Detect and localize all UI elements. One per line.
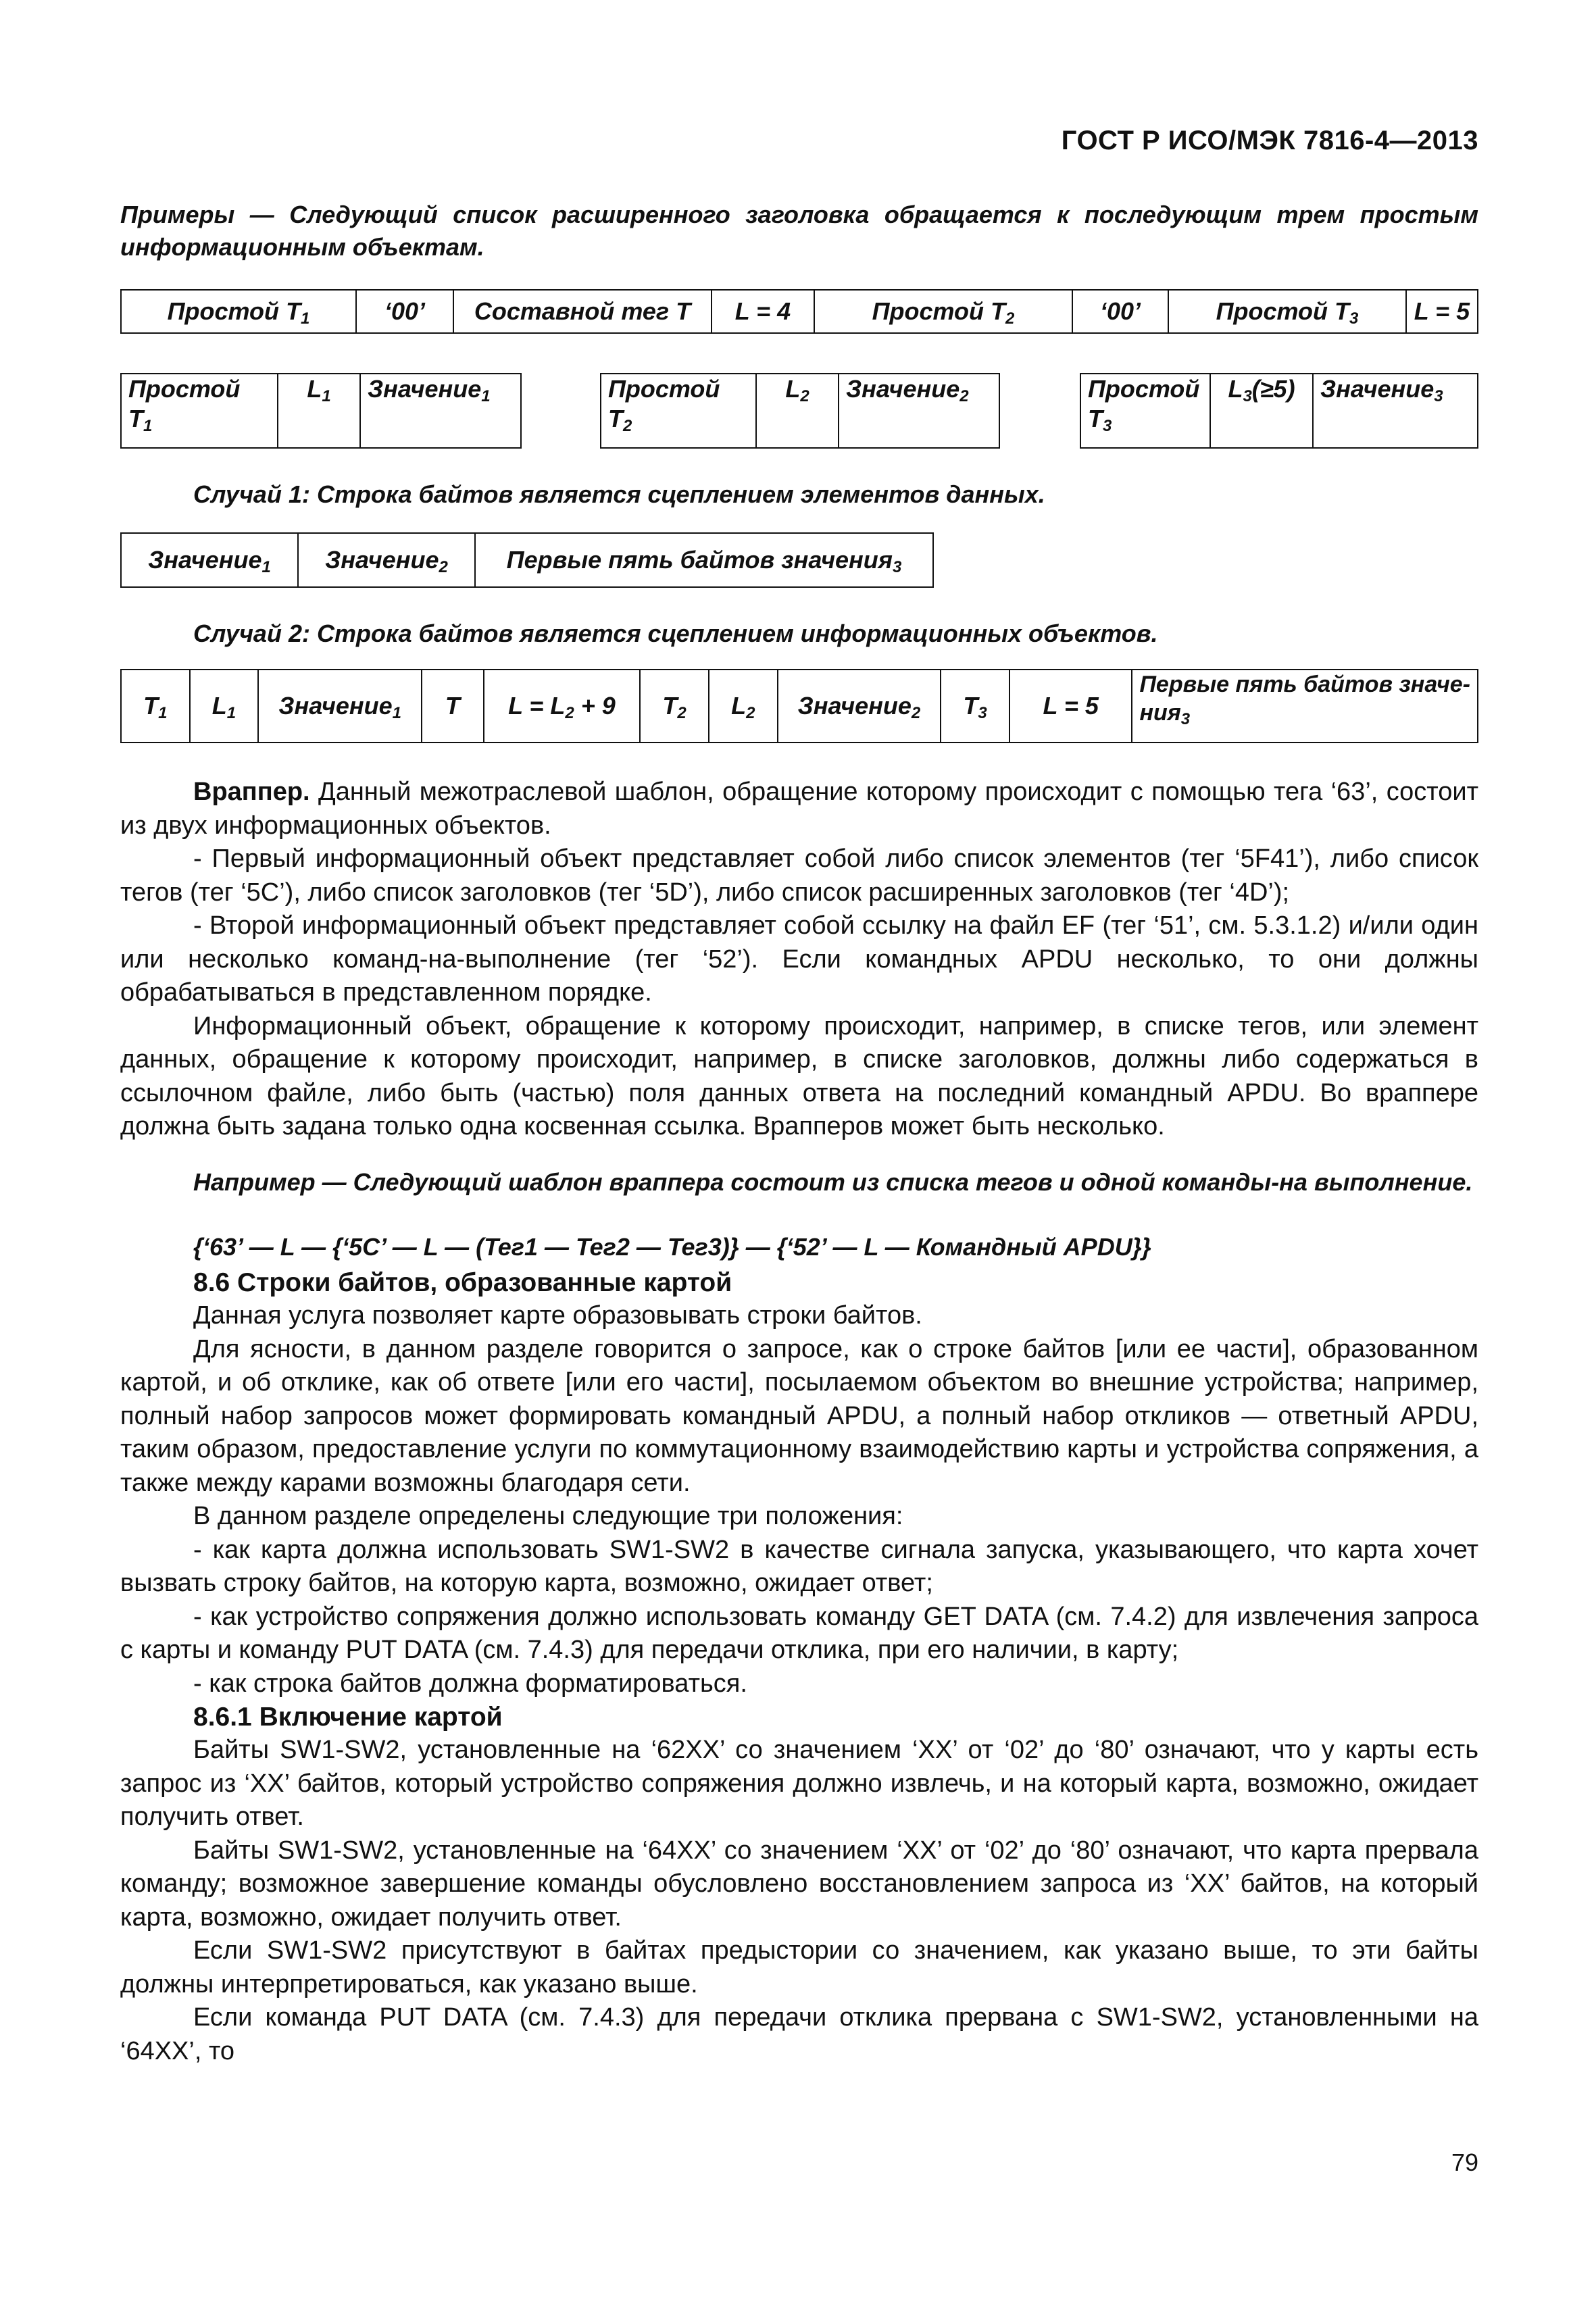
paragraph: - как строка байтов должна форматироваться. (193, 1669, 747, 1698)
paragraph: Если SW1-SW2 присутствуют в байтах предыстории со значением, как указано выше, то эти байты должны интерпретироваться, как указано выше. (120, 1936, 1478, 1998)
table-cell: Значение$_1$ (258, 670, 422, 743)
table-cell: $L_1$ (190, 670, 259, 743)
simple-object-table-2 (600, 373, 1000, 449)
section-8-6 (120, 1266, 1478, 2068)
table-cell: L = 4 (712, 290, 814, 333)
table-cell: $L_2$ (709, 670, 778, 743)
wrapper-section (120, 776, 1478, 1144)
page-number: 79 (1451, 2148, 1478, 2176)
table-cell: $L_1$ (278, 374, 360, 448)
case1-caption: Случай 1: Строка байтов является сцеплением элементов данных. (193, 480, 1045, 508)
table-cell: $L_3(\ge 5)$ (1210, 374, 1313, 448)
paragraph: - как карта должна использовать SW1-SW2 в качестве сигнала запуска, указывающего, что карта хочет вызвать строку байтов, на которую карта, возможно, ожидает ответ; (120, 1535, 1478, 1597)
table-cell: $T_1$ (121, 670, 190, 743)
paragraph: - как устройство сопряжения должно использовать команду GET DATA (см. 7.4.2) для извлечения запроса с карты и команду PUT DATA (см. 7.4.3) для передачи отклика, при его наличии, в карту; (120, 1602, 1478, 1664)
paragraph: В данном разделе определены следующие три положения: (193, 1502, 903, 1530)
wrapper-example: Например — Следующий шаблон враппера состоит из списка тегов и одной команды-на выполнение. (193, 1168, 1473, 1196)
table-cell: Простой $T_2$ (814, 290, 1072, 333)
table-row (1080, 374, 1478, 448)
extended-header-table (120, 289, 1478, 334)
table-cell: $T_2$ (640, 670, 709, 743)
table-cell: ‘00’ (1072, 290, 1168, 333)
table-cell: Значение$_1$ (360, 374, 521, 448)
table-cell: T (422, 670, 484, 743)
case2-table (120, 669, 1478, 743)
table-cell: Простой $T_2$ (601, 374, 756, 448)
wrapper-paragraph: - Первый информационный объект представляет собой либо список элементов (тег ‘5F41’), либо список тегов (тег ‘5C’), либо список заголовков (тег ‘5D’), либо список расширенных заголовков (тег ‘4D’); (120, 845, 1478, 907)
document-page (120, 0, 1478, 2314)
table-row (121, 374, 521, 448)
table-cell: Простой $T_1$ (121, 290, 356, 333)
table-cell: Значение$_3$ (1313, 374, 1478, 448)
table-cell: Первые пять байтов значе- ния$_3$ (1132, 670, 1478, 743)
table-row (601, 374, 999, 448)
paragraph: Данная услуга позволяет карте образовывать строки байтов. (193, 1301, 922, 1330)
wrapper-example-code: {‘63’ — L — {‘5C’ — L — (Тег1 — Тег2 — Тег3)} — {‘52’ — L — Командный APDU}} (193, 1233, 1151, 1261)
case2-caption: Случай 2: Строка байтов является сцеплением информационных объектов. (193, 620, 1158, 647)
table-cell: Значение$_2$ (298, 533, 475, 587)
paragraph: Если команда PUT DATA (см. 7.4.3) для передачи отклика прервана с SW1-SW2, установленными на ‘64XX’, то (120, 2003, 1478, 2065)
table-cell: Значение$_2$ (839, 374, 999, 448)
table-cell: Значение$_2$ (778, 670, 941, 743)
wrapper-paragraph: - Второй информационный объект представляет собой ссылку на файл EF (тег ‘51’, см. 5.3.1.2) и/или один или несколько команд-на-выполнение (тег ‘52’). Если командных APDU несколько, то они должны обрабатываться в представленном порядке. (120, 911, 1478, 1007)
wrapper-paragraph: Враппер. Данный межотраслевой шаблон, обращение которому происходит с помощью тега ‘63’, состоит из двух информационных объектов. (120, 778, 1478, 840)
table-row (121, 290, 1478, 333)
table-cell: Простой $T_1$ (121, 374, 278, 448)
paragraph: Байты SW1-SW2, установленные на ‘62XX’ со значением ‘XX’ от ‘02’ до ‘80’ означают, что у карты есть запрос из ‘XX’ байтов, который устройство сопряжения должно извлечь, и на который карта, возможно, ожидает получить ответ. (120, 1736, 1478, 1831)
table-cell: $T_3$ (941, 670, 1009, 743)
subsection-title: 8.6.1 Включение картой (193, 1703, 503, 1732)
section-title: 8.6 Строки байтов, образованные картой (193, 1268, 732, 1297)
simple-object-table-1 (120, 373, 522, 449)
table-cell: ‘00’ (356, 290, 453, 333)
paragraph: Байты SW1-SW2, установленные на ‘64XX’ со значением ‘XX’ от ‘02’ до ‘80’ означают, что карта прервала команду; возможное завершение команды обусловлено восстановлением запроса из ‘XX’ байтов, на который карта, возможно, ожидает получить ответ. (120, 1836, 1478, 1932)
table-row (121, 533, 933, 587)
table-cell: Значение$_1$ (121, 533, 298, 587)
wrapper-paragraph: Информационный объект, обращение к которому происходит, например, в списке тегов, или элемент данных, обращение к которому происходит, например, в списке заголовков, должны либо содержаться в ссылочном файле, либо быть (частью) поля данных ответа на последний командный APDU. Во враппере должна быть задана только одна косвенная ссылка. Врапперов может быть несколько. (120, 1011, 1478, 1140)
case1-table (120, 532, 934, 588)
table-cell: L = 5 (1406, 290, 1478, 333)
table-cell: $L = L_2 + 9$ (484, 670, 641, 743)
table-cell: Простой $T_3$ (1168, 290, 1406, 333)
table-row (121, 670, 1478, 743)
table-cell: Простой $T_3$ (1080, 374, 1210, 448)
example-intro: Примеры — Следующий список расширенного заголовка обращается к последующим трем простым информационным объектам. (120, 201, 1478, 261)
table-cell: L = 5 (1009, 670, 1132, 743)
table-cell: Первые пять байтов значения$_3$ (475, 533, 933, 587)
simple-object-table-3 (1080, 373, 1478, 449)
table-cell: Составной тег T (453, 290, 712, 333)
standard-header: ГОСТ Р ИСО/МЭК 7816-4—2013 (1061, 126, 1478, 155)
paragraph: Для ясности, в данном разделе говорится о запросе, как о строке байтов [или ее части], образованном картой, и об отклике, как об ответе [или его части], посылаемом объектом во внешние устройства; например, полный набор запросов может формировать командный APDU, а полный набор откликов — ответный APDU, таким образом, предоставление услуги по коммутационному взаимодействию карты и устройства сопряжения, а также между карами возможны благодаря сети. (120, 1334, 1478, 1497)
table-cell: $L_2$ (756, 374, 839, 448)
